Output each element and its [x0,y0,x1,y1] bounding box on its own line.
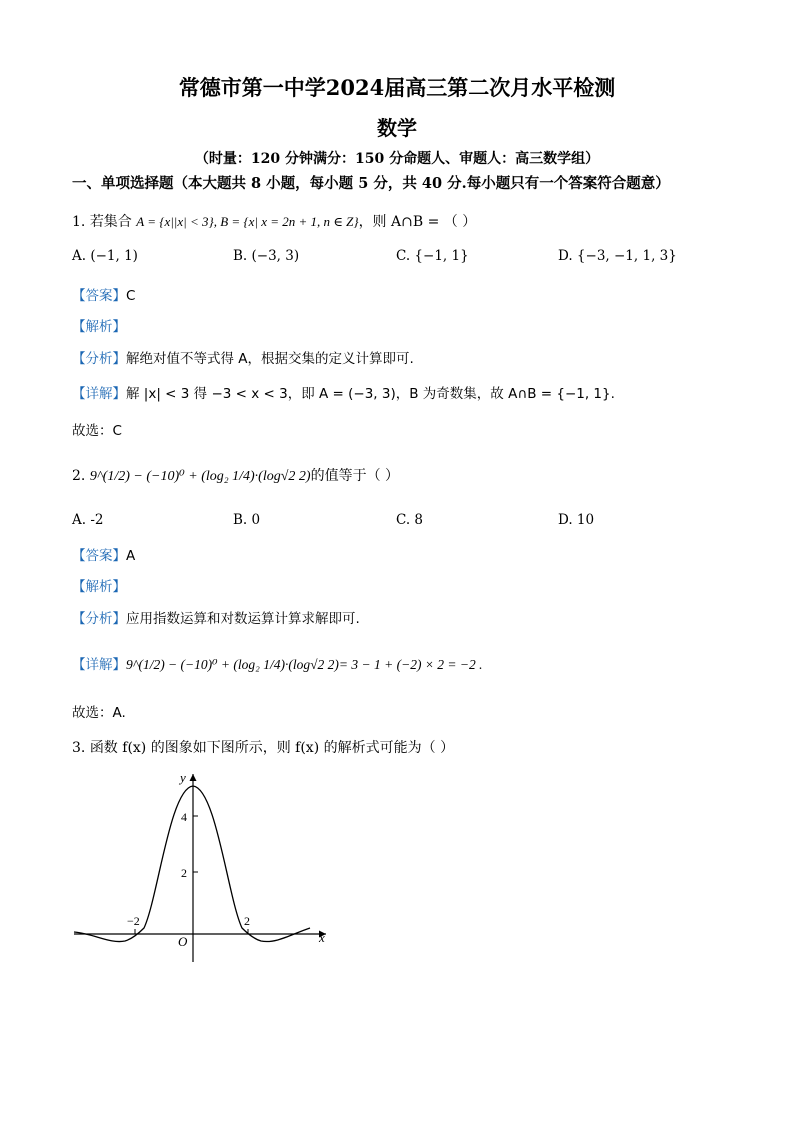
q1-option-d: D. {−3, −1, 1, 3} [558,248,677,264]
q1-xiangjie-line [72,382,615,402]
origin-label: O [178,934,188,949]
q2-answer-line [72,544,135,564]
q2-analysis-tag: 【解析】 [72,579,126,595]
q2-xiangjie-tag: 【详解】 [72,657,126,673]
q2-number: 2. [72,468,86,484]
document-title: 常德市第一中学2024届高三第二次月水平检测 [178,75,616,100]
q2-fenxi-line [72,607,360,627]
q1-answer: C [126,288,136,304]
q1-option-b: B. (−3, 3) [233,248,300,264]
q2-option-b: B. 0 [233,512,261,528]
q2-answer-tag: 【答案】 [72,548,126,564]
q2-xiangjie-line [72,653,483,673]
q1-stem-suffix: ，则 A∩B = （ ） [358,214,477,230]
q2-fenxi-tag: 【分析】 [72,611,126,627]
q2-expression: 9^(1/2) − (−10)⁰ + (log₂ 1/4)·(log√2 2) [89,469,311,484]
q2-option-c: C. 8 [396,512,424,528]
q1-fenxi-line [72,347,414,367]
q1-number: 1. [72,214,86,230]
x-tick-label-neg2: −2 [127,914,140,928]
q1-option-a: A. (−1, 1) [72,248,138,264]
q1-fenxi: 解绝对值不等式得 A，根据交集的定义计算即可. [126,351,414,367]
q1-answer-line [72,284,135,304]
y-tick-label-4: 4 [181,810,187,824]
function-curve [74,786,310,942]
q2-conclusion: 故选：A. [72,705,126,721]
q1-set-b: , B = {x| x = 2n + 1, n ∈ Z} [213,214,359,229]
q3-stem [72,737,454,757]
q1-stem-prefix: 若集合 [89,214,132,230]
q1-analysis-tag: 【解析】 [72,319,126,335]
section-heading: 一、单项选择题（本大题共 8 小题，每小题 5 分，共 40 分.每小题只有一个答案符合题意） [72,175,670,192]
q1-stem [72,211,476,231]
q1-xiangjie-tag: 【详解】 [72,386,126,402]
q2-xiangjie-result: = 3 − 1 + (−2) × 2 = −2 . [338,657,483,672]
q3-number: 3. [72,740,86,756]
q2-xiangjie-expression: 9^(1/2) − (−10)⁰ + (log₂ 1/4)·(log√2 2) [126,657,339,672]
y-axis-label: y [180,770,186,785]
q1-set-a: A = {x||x| < 3} [136,214,214,229]
q1-fenxi-tag: 【分析】 [72,351,126,367]
q2-option-d: D. 10 [558,512,595,528]
exam-meta: （时量：120 分钟满分：150 分命题人、审题人：高三数学组） [194,151,600,167]
x-tick-label-pos2: 2 [244,914,250,928]
q3-stem-text: 函数 f(x) 的图象如下图所示，则 f(x) 的解析式可能为（ ） [89,740,455,756]
q2-fenxi: 应用指数运算和对数运算计算求解即可. [126,611,360,627]
function-graph [70,768,340,968]
q2-stem [72,465,399,485]
q1-option-c: C. {−1, 1} [396,248,469,264]
x-axis-label: x [319,930,325,945]
q1-xiangjie: 解 |x| < 3 得 −3 < x < 3，即 A = (−3, 3)，B 为奇数集，故 A∩B = {−1, 1}. [126,386,615,402]
y-tick-label-2: 2 [181,866,187,880]
q2-option-a: A. -2 [72,512,104,528]
q2-answer: A [126,548,136,564]
q1-conclusion: 故选：C [72,423,122,439]
q1-answer-tag: 【答案】 [72,288,126,304]
q2-stem-suffix: 的值等于（ ） [310,468,400,484]
subject-title: 数学 [377,116,417,140]
